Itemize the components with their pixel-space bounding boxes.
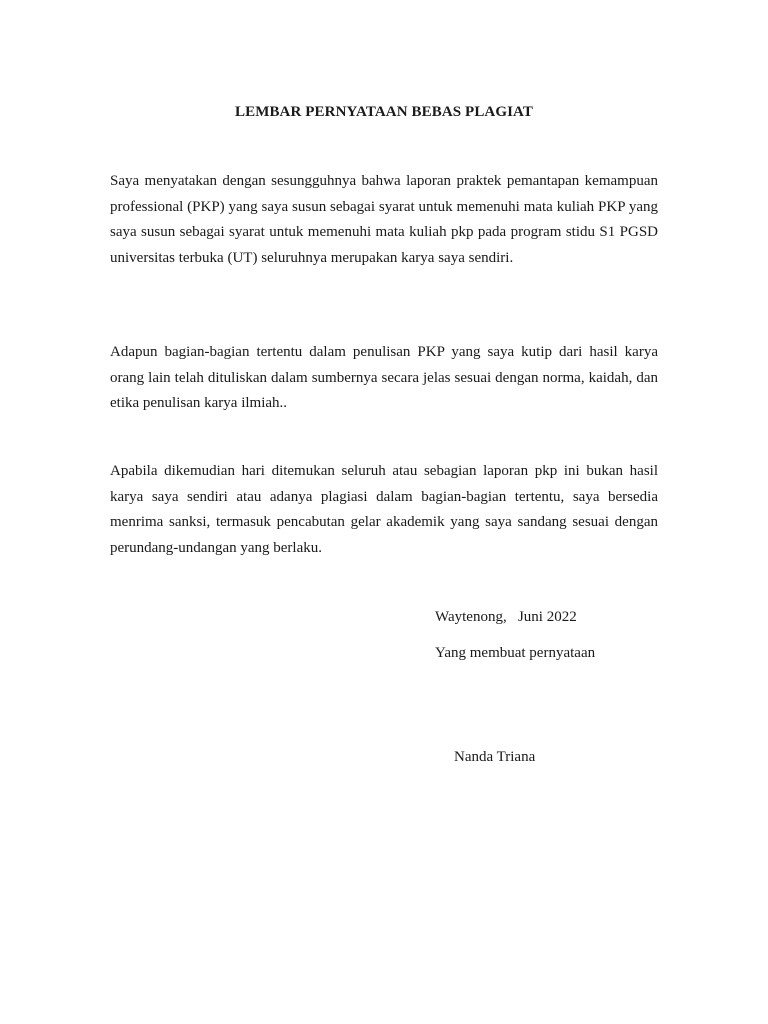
signature-maker-label: Yang membuat pernyataan xyxy=(435,645,596,661)
document-title: LEMBAR PERNYATAAN BEBAS PLAGIAT xyxy=(234,104,533,120)
signature-place-date: Waytenong, Juni 2022 xyxy=(435,609,577,625)
signature-name: Nanda Triana xyxy=(454,749,536,765)
paragraph-sanction: Apabila dikemudian hari ditemukan seluruh atau sebagian laporan pkp ini bukan hasil karya saya sendiri atau adanya plagiasi dalam bagian-bagian tertentu, saya bersedia menrima sanksi, termasuk pencabutan gelar akademik yang saya sandang sesuai dengan perundang-undangan yang berlaku. xyxy=(110,463,658,556)
paragraph-citation: Adapun bagian-bagian tertentu dalam penulisan PKP yang saya kutip dari hasil karya orang lain telah dituliskan dalam sumbernya secara jelas sesuai dengan norma, kaidah, dan etika penulisan karya ilmiah.. xyxy=(110,344,658,411)
paragraph-statement: Saya menyatakan dengan sesungguhnya bahwa laporan praktek pemantapan kemampuan professional (PKP) yang saya susun sebagai syarat untuk memenuhi mata kuliah PKP yang saya susun sebagai syarat untuk memenuhi mata kuliah pkp pada program stidu S1 PGSD universitas terbuka (UT) seluruhnya merupakan karya saya sendiri. xyxy=(110,173,658,266)
